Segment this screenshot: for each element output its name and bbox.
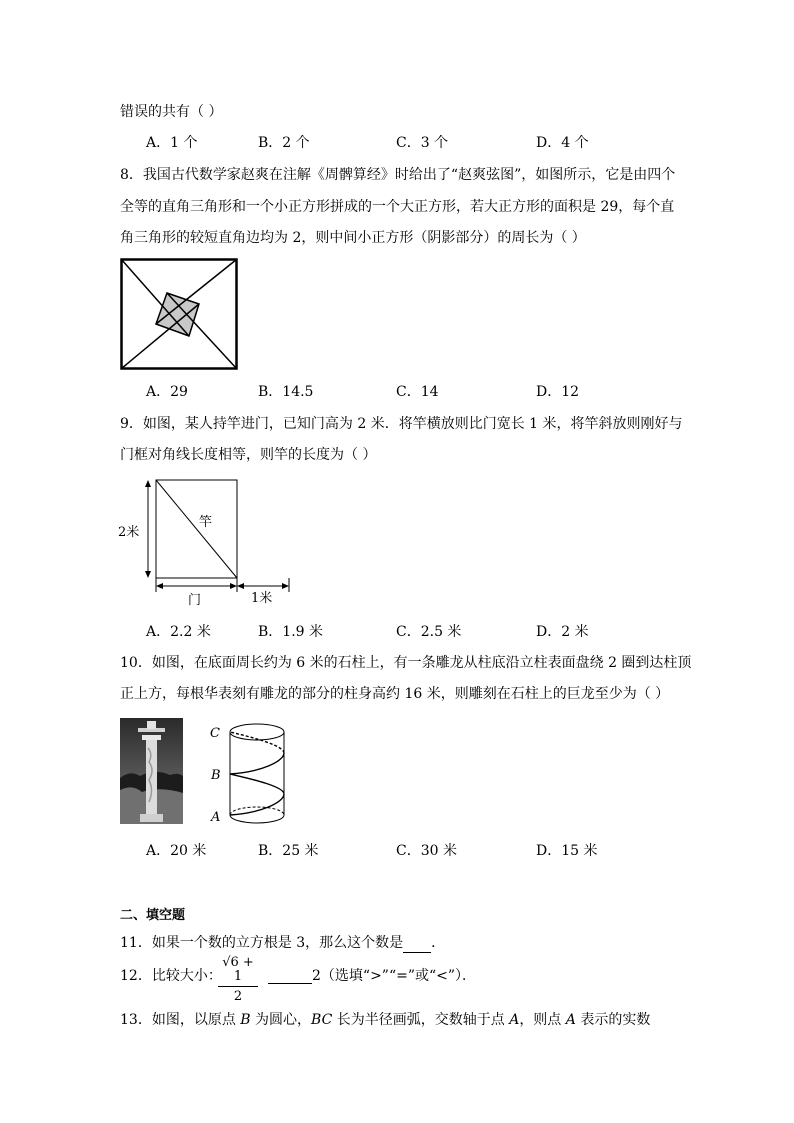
q9-option-a[interactable]: A．2.2 米 — [146, 624, 211, 640]
cylinder-top — [230, 724, 284, 740]
extra-length-label: 1米 — [251, 591, 273, 606]
pole-label: 竿 — [199, 515, 213, 530]
q8-line-2: 全等的直角三角形和一个小正方形拼成的一个大正方形，若大正方形的面积是 29，每个直 — [120, 199, 675, 215]
q7-option-a[interactable]: A．1 个 — [146, 135, 198, 151]
q10-line-2: 正上方，每根华表刻有雕龙的部分的柱身高约 16 米，则雕刻在石柱上的巨龙至少为（ ） — [120, 686, 670, 702]
q10-option-d[interactable]: D．15 米 — [536, 843, 598, 859]
pole-line — [156, 480, 237, 578]
point-c-label: C — [210, 726, 220, 741]
q13-line: 13．如图，以原点 B 为圆心，BC 长为半径画弧，交数轴于点 A，则点 A 表示的实数 — [120, 1012, 651, 1028]
stone-pillar-photo — [120, 718, 183, 824]
q12-denominator: 2 — [233, 989, 243, 1004]
q12-numerator: √6 + 1 — [218, 956, 258, 987]
q12-answer-blank[interactable] — [268, 967, 312, 984]
q8-option-d[interactable]: D．12 — [536, 384, 580, 400]
q9-option-b[interactable]: B．1.9 米 — [258, 624, 324, 640]
q12-fraction — [218, 956, 258, 1004]
zhaoshuang-diagram — [119, 257, 239, 371]
q9-line-2: 门框对角线长度相等，则竿的长度为（ ） — [120, 447, 377, 463]
q7-option-d[interactable]: D．4 个 — [536, 135, 589, 151]
door-pole-diagram — [118, 474, 293, 610]
q9-option-c[interactable]: C．2.5 米 — [396, 624, 462, 640]
q11-text: 11．如果一个数的立方根是 3，那么这个数是 — [120, 935, 404, 951]
q11-end: ． — [431, 935, 446, 951]
point-a-label: A — [211, 810, 221, 825]
q8-option-b[interactable]: B．14.5 — [258, 384, 314, 400]
q8-line-3: 角三角形的较短直角边均为 2，则中间小正方形（阴影部分）的周长为（ ） — [120, 230, 586, 246]
q7-tail: 错误的共有（ ） — [120, 104, 223, 120]
height-label: 2米 — [118, 525, 140, 540]
q10-option-c[interactable]: C．30 米 — [396, 843, 457, 859]
q9-option-d[interactable]: D．2 米 — [536, 624, 589, 640]
q12-suffix: 2（选填“>”“=”或“<”）． — [312, 968, 477, 984]
q8-line-1: 8．我国古代数学家赵爽在注解《周髀算经》时给出了“赵爽弦图”，如图所示，它是由四个 — [120, 167, 676, 183]
q10-line-1: 10．如图，在底面周长约为 6 米的石柱上，有一条雕龙从柱底沿立柱表面盘绕 2 圈到达柱顶 — [120, 655, 692, 671]
q11-answer-blank[interactable] — [403, 934, 431, 953]
cylinder-helix-diagram — [207, 718, 287, 830]
q9-line-1: 9．如图，某人持竿进门，已知门高为 2 米．将竿横放则比门宽长 1 米，将竿斜放则刚好与 — [120, 416, 683, 432]
q12-prefix: 12．比较大小： — [120, 968, 222, 984]
section-title: 二、填空题 — [120, 908, 186, 923]
q11-line — [120, 934, 445, 953]
q7-option-c[interactable]: C．3 个 — [396, 135, 449, 151]
q8-option-c[interactable]: C．14 — [396, 384, 439, 400]
q10-option-b[interactable]: B．25 米 — [258, 843, 319, 859]
q10-option-a[interactable]: A．20 米 — [146, 843, 207, 859]
point-b-label: B — [211, 768, 221, 783]
q7-option-b[interactable]: B．2 个 — [258, 135, 310, 151]
q8-option-a[interactable]: A．29 — [146, 384, 188, 400]
door-label: 门 — [188, 593, 202, 608]
